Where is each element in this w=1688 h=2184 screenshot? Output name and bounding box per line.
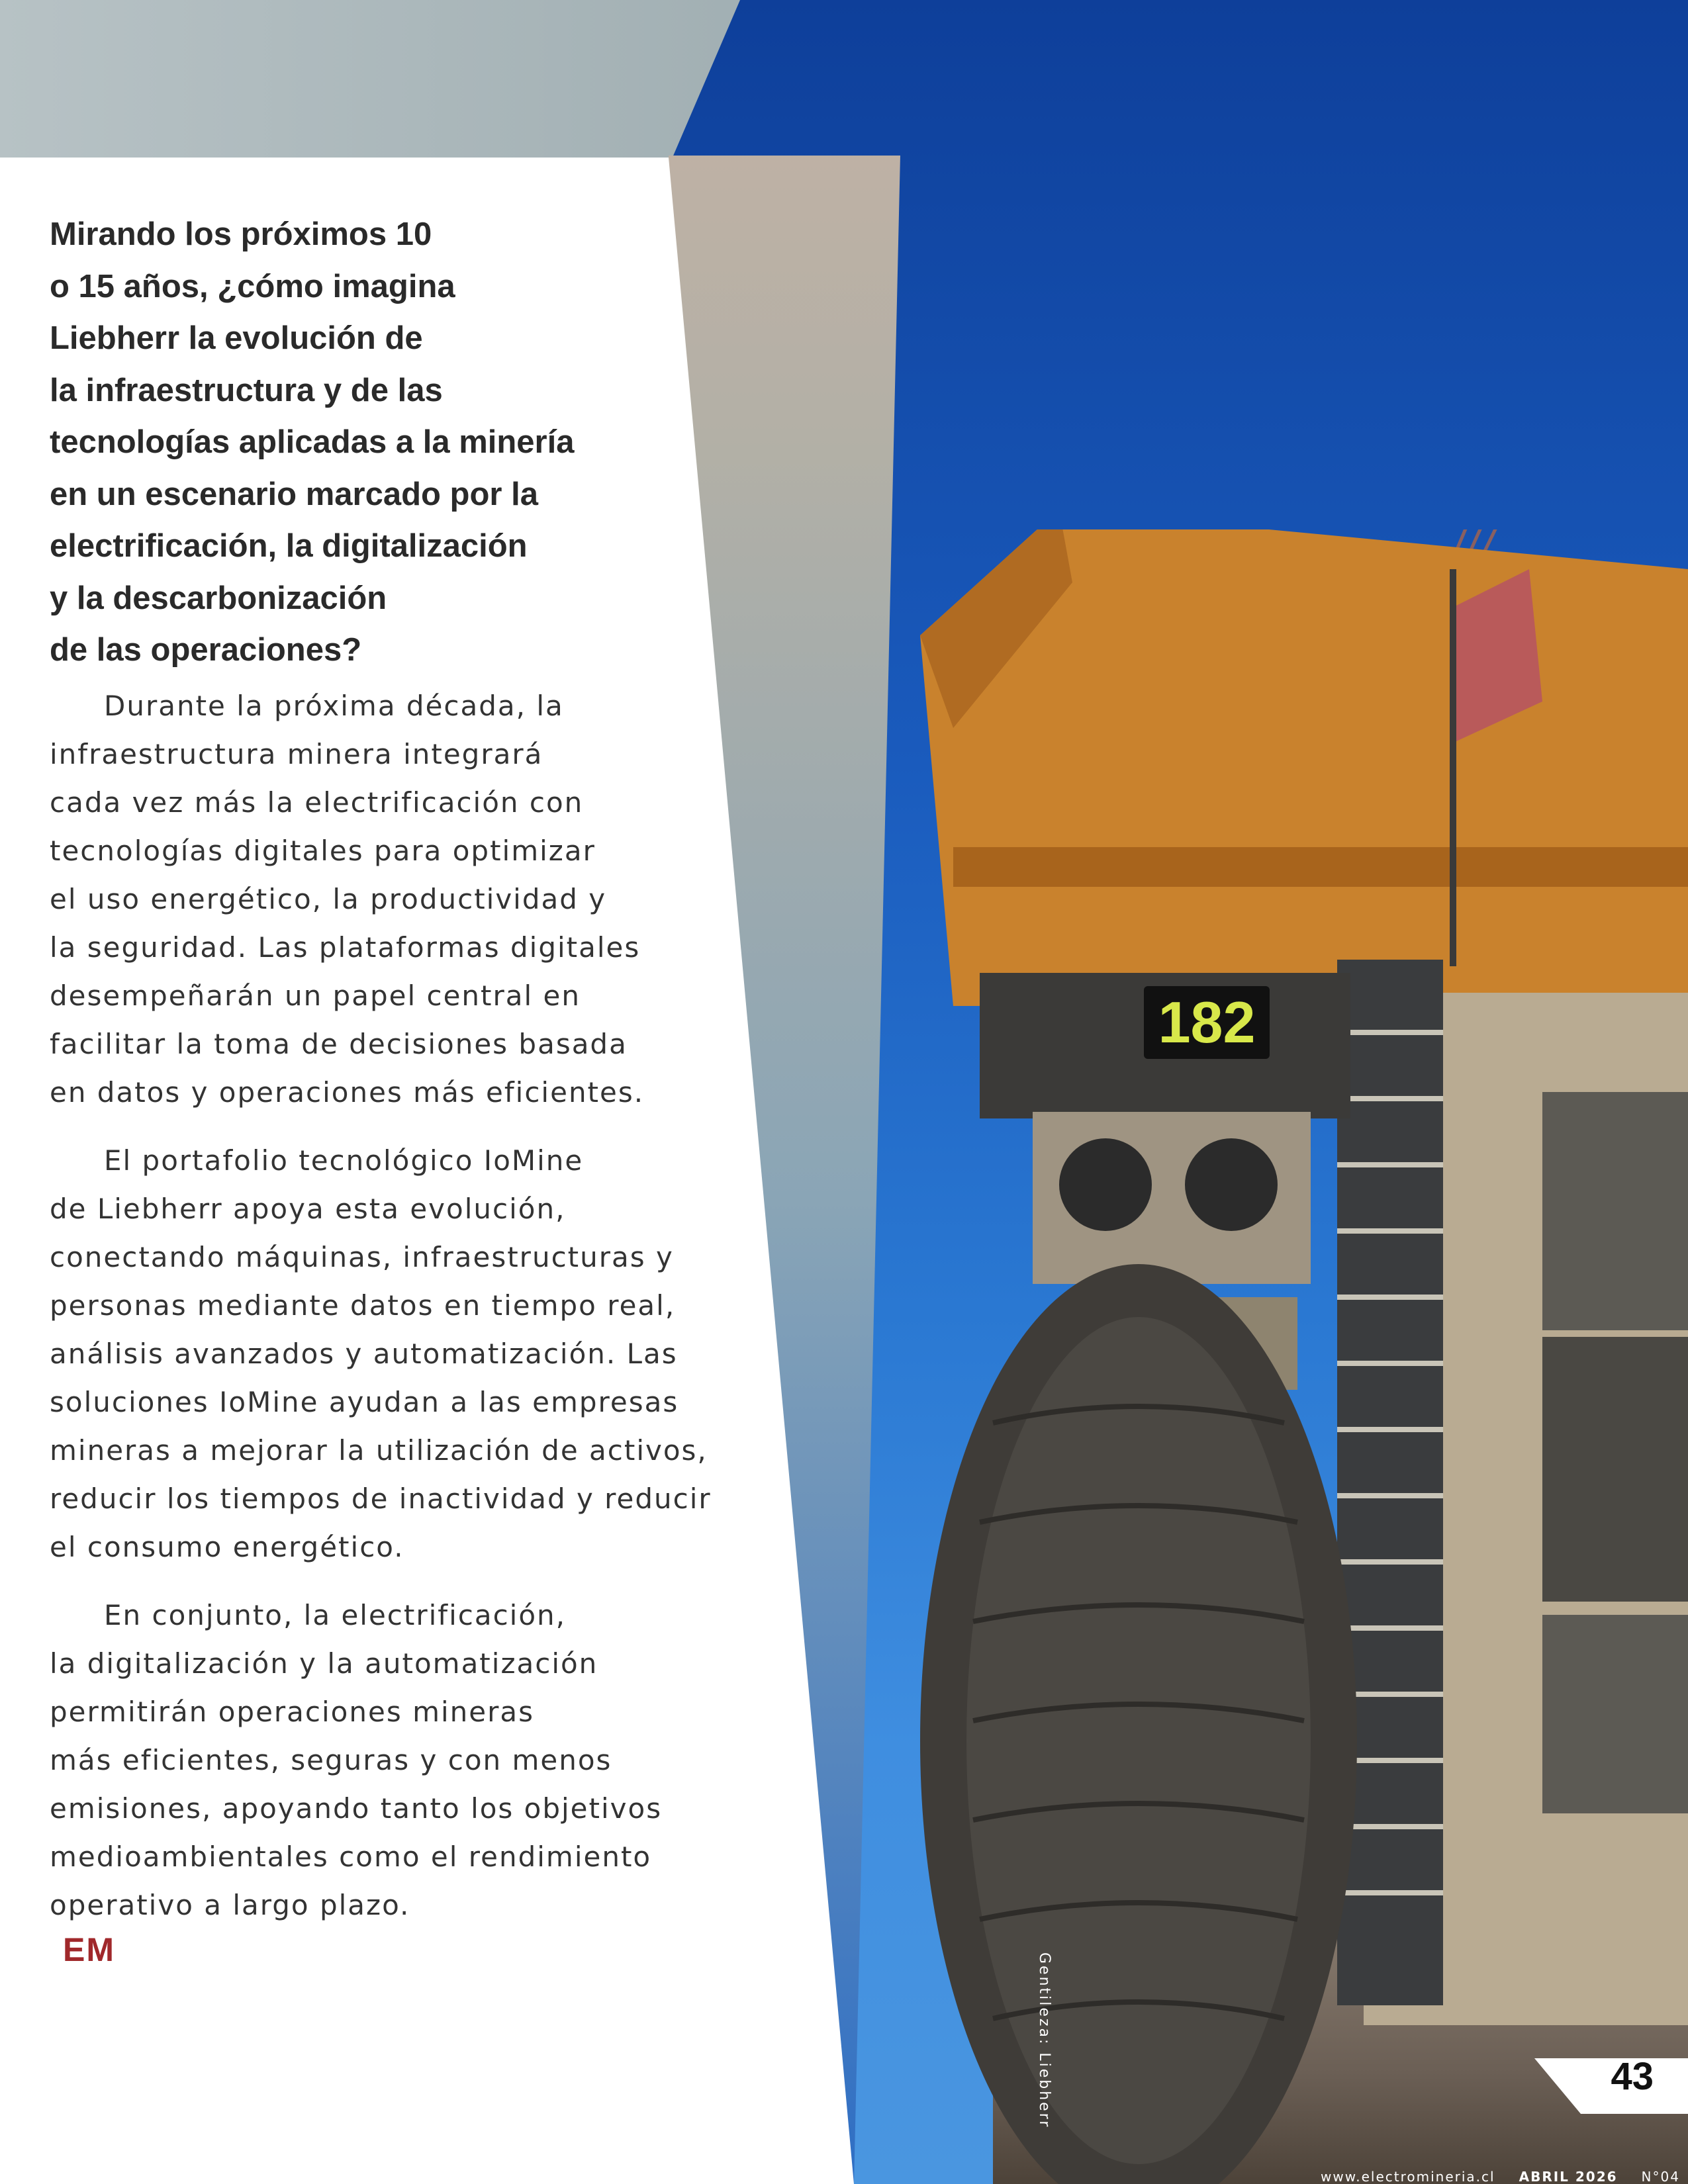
page-number: 43 [1611, 2055, 1654, 2098]
paragraph-line: infraestructura minera integrará [50, 737, 543, 770]
paragraph-line: permitirán operaciones mineras [50, 1695, 534, 1728]
paragraph-line: conectando máquinas, infraestructuras y [50, 1240, 674, 1273]
paragraph-line: de Liebherr apoya esta evolución, [50, 1192, 566, 1225]
question-line: Liebherr la evolución de [50, 320, 423, 356]
answer-paragraph-2 [50, 1136, 738, 1571]
question-line: en un escenario marcado por la [50, 476, 538, 512]
footer-issue: N°04 [1641, 2169, 1680, 2184]
paragraph-line: el consumo energético. [50, 1530, 404, 1563]
paragraph-line: En conjunto, la electrificación, [104, 1598, 566, 1631]
interview-question [50, 208, 738, 676]
truck-number-plate [1144, 986, 1270, 1059]
question-line: la infraestructura y de las [50, 372, 443, 408]
paragraph-line: El portafolio tecnológico IoMine [104, 1144, 584, 1177]
truck-number: 182 [1158, 989, 1256, 1055]
paragraph-line-last [50, 1881, 738, 1982]
paragraph-line: reducir los tiempos de inactividad y reducir [50, 1482, 712, 1515]
question-line: electrificación, la digitalización [50, 528, 528, 564]
paragraph-line: emisiones, apoyando tanto los objetivos [50, 1792, 663, 1825]
paragraph-line: análisis avanzados y automatización. Las [50, 1337, 678, 1370]
paragraph-line: tecnologías digitales para optimizar [50, 834, 596, 867]
question-line: Mirando los próximos 10 [50, 216, 432, 252]
question-line: o 15 años, ¿cómo imagina [50, 268, 455, 304]
answer-paragraph-1 [50, 682, 738, 1116]
footer-separator [1624, 2167, 1635, 2184]
question-line: de las operaciones? [50, 632, 362, 668]
paragraph-line: cada vez más la electrificación con [50, 786, 584, 819]
end-mark-text: EM [63, 1931, 113, 1968]
paragraph-line: soluciones IoMine ayudan a las empresas [50, 1385, 679, 1418]
photo-credit: Gentileza: Liebherr [1036, 1952, 1053, 2129]
footer-month: ABRIL 2026 [1519, 2169, 1618, 2184]
paragraph-line: Durante la próxima década, la [104, 689, 564, 722]
mining-truck-photo [861, 529, 1688, 2184]
answer-paragraph-3 [50, 1591, 738, 1982]
paragraph-line: mineras a mejorar la utilización de activos, [50, 1433, 708, 1467]
paragraph-line: personas mediante datos en tiempo real, [50, 1289, 676, 1322]
paragraph-line: la digitalización y la automatización [50, 1647, 598, 1680]
footer-website[interactable]: www.electromineria.cl [1321, 2169, 1495, 2184]
article-body [50, 208, 738, 1982]
footer-separator [1501, 2167, 1513, 2184]
question-line: tecnologías aplicadas a la minería [50, 424, 575, 460]
footer [1321, 2167, 1680, 2184]
end-mark-logo [62, 1929, 738, 1982]
paragraph-line-text: operativo a largo plazo. [50, 1888, 410, 1921]
paragraph-line: la seguridad. Las plataformas digitales [50, 931, 641, 964]
paragraph-line: en datos y operaciones más eficientes. [50, 1075, 645, 1109]
paragraph-line: medioambientales como el rendimiento [50, 1840, 652, 1873]
paragraph-line: facilitar la toma de decisiones basada [50, 1027, 628, 1060]
paragraph-line: el uso energético, la productividad y [50, 882, 607, 915]
question-line: y la descarbonización [50, 580, 387, 616]
paragraph-line: más eficientes, seguras y con menos [50, 1743, 612, 1776]
paragraph-line: desempeñarán un papel central en [50, 979, 581, 1012]
